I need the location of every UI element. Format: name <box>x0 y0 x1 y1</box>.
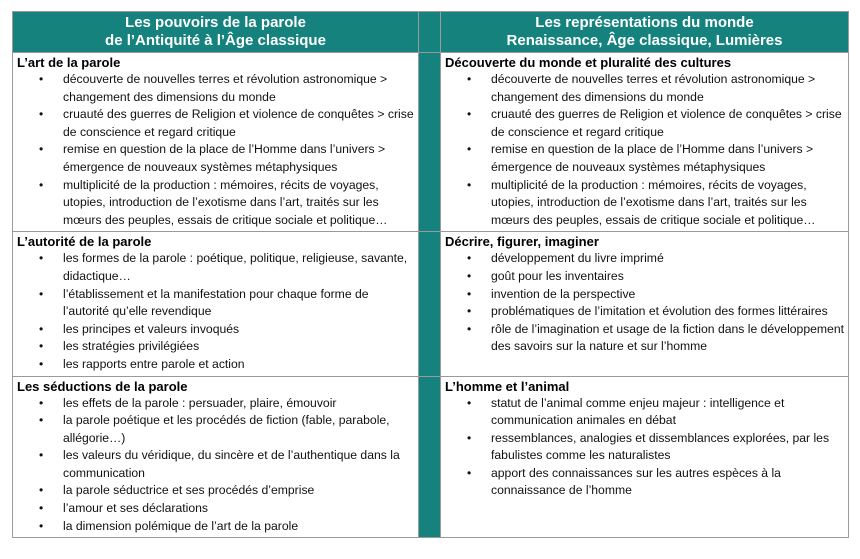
program-table <box>12 11 849 538</box>
list-item: • la parole poétique et les procédés de fiction (fable, parabole, allégorie…) <box>63 412 414 447</box>
column-gap <box>419 232 441 376</box>
bullet-list <box>445 395 844 501</box>
bullet-list <box>17 395 414 536</box>
list-item: • les formes de la parole : poétique, politique, religieuse, savante, didactique… <box>63 250 414 285</box>
list-item: • invention de la perspective <box>491 286 844 304</box>
list-item: • les effets de la parole : persuader, plaire, émouvoir <box>63 395 414 413</box>
list-item: • les valeurs du véridique, du sincère et de l’authentique dans la communication <box>63 447 414 482</box>
list-item: • apport des connaissances sur les autres espèces à la connaissance de l’homme <box>491 465 844 500</box>
list-item: • la parole séductrice et ses procédés d’emprise <box>63 482 414 500</box>
list-item: • les rapports entre parole et action <box>63 356 414 374</box>
list-item: • découverte de nouvelles terres et révolution astronomique > changement des dimensions du monde <box>491 71 844 106</box>
section-title: L’autorité de la parole <box>17 234 152 250</box>
list-item: • cruauté des guerres de Religion et violence de conquêtes > crise de conscience et regard critique <box>63 106 414 141</box>
section-title: Découverte du monde et pluralité des cultures <box>445 55 732 70</box>
table-row <box>13 53 849 232</box>
section-title: L’homme et l’animal <box>445 378 570 394</box>
bullet-list <box>17 71 414 229</box>
header-gap <box>419 12 441 53</box>
list-item: • cruauté des guerres de Religion et violence de conquêtes > crise de conscience et regard critique <box>491 106 844 141</box>
bullet-list <box>445 71 844 229</box>
header-left <box>13 12 419 53</box>
column-gap <box>419 53 441 232</box>
list-item: • statut de l’animal comme enjeu majeur : intelligence et communication animales en débat <box>491 395 844 430</box>
list-item: • les principes et valeurs invoqués <box>63 321 414 339</box>
header-right-line2: Renaissance, Âge classique, Lumières <box>506 32 783 49</box>
row1-right-cell <box>441 53 849 232</box>
list-item: • problématiques de l’imitation et évolution des formes littéraires <box>491 303 844 321</box>
table-row <box>13 376 849 538</box>
list-item: • multiplicité de la production : mémoires, récits de voyages, utopies, introduction de l’exotisme dans l’art, traités sur les mœurs des peuples, essais de critique sociale et politique… <box>491 177 844 230</box>
table-row <box>13 232 849 376</box>
list-item: • l’établissement et la manifestation pour chaque forme de l’autorité qu’elle revendique <box>63 286 414 321</box>
list-item: • l’amour et ses déclarations <box>63 500 414 518</box>
list-item: • multiplicité de la production : mémoires, récits de voyages, utopies, introduction de l’exotisme dans l’art, traités sur les mœurs des peuples, essais de critique sociale et politique… <box>63 177 414 230</box>
header-left-line1: Les pouvoirs de la parole <box>125 14 306 31</box>
list-item: • goût pour les inventaires <box>491 268 844 286</box>
list-item: • développement du livre imprimé <box>491 250 844 268</box>
bullet-list <box>17 250 414 373</box>
bullet-list <box>445 250 844 356</box>
row1-left-cell <box>13 53 419 232</box>
row2-left-cell <box>13 232 419 376</box>
header-row <box>13 12 849 53</box>
list-item: • ressemblances, analogies et dissemblances explorées, par les fabulistes comme les naturalistes <box>491 430 844 465</box>
list-item: • remise en question de la place de l’Homme dans l’univers > émergence de nouveaux systèmes métaphysiques <box>491 141 844 176</box>
list-item: • les stratégies privilégiées <box>63 338 414 356</box>
list-item: • découverte de nouvelles terres et révolution astronomique > changement des dimensions du monde <box>63 71 414 106</box>
list-item: • remise en question de la place de l’Homme dans l’univers > émergence de nouveaux systèmes métaphysiques <box>63 141 414 176</box>
section-title: L’art de la parole <box>17 55 121 70</box>
section-title: Décrire, figurer, imaginer <box>445 234 599 250</box>
row2-right-cell <box>441 232 849 376</box>
list-item: • la dimension polémique de l’art de la parole <box>63 518 414 536</box>
row3-right-cell <box>441 376 849 538</box>
row3-left-cell <box>13 376 419 538</box>
list-item: • rôle de l’imagination et usage de la fiction dans le développement des savoirs sur la nature et sur l’homme <box>491 321 844 356</box>
header-left-line2: de l’Antiquité à l’Âge classique <box>105 32 326 49</box>
section-title: Les séductions de la parole <box>17 378 188 394</box>
column-gap <box>419 376 441 538</box>
header-right-line1: Les représentations du monde <box>535 14 754 31</box>
header-right <box>441 12 849 53</box>
